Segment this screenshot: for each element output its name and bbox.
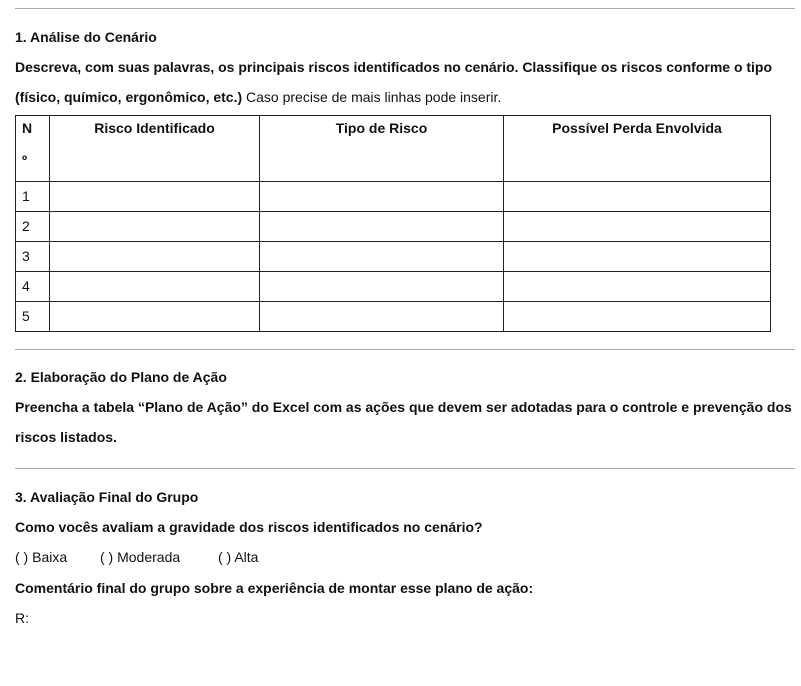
risk-cell[interactable] (50, 182, 260, 212)
section2-heading: 2. Elaboração do Plano de Ação (15, 369, 227, 385)
section1-instruction-line1: Descreva, com suas palavras, os principais riscos identificados no cenário. Classifique os riscos conforme o tipo (15, 59, 773, 75)
top-divider (15, 8, 795, 9)
comment-prompt: Comentário final do grupo sobre a experiência de montar esse plano de ação: (15, 580, 534, 596)
risk-type-examples: (físico, químico, ergonômico, etc.) (15, 89, 243, 105)
row-number: 5 (16, 302, 50, 332)
row-number: 3 (16, 242, 50, 272)
row-number: 1 (16, 182, 50, 212)
severity-options (15, 548, 258, 566)
option-alta[interactable]: ( ) Alta (218, 549, 259, 565)
header-risk: Risco Identificado (50, 116, 260, 182)
loss-cell[interactable] (504, 242, 771, 272)
risk-cell[interactable] (50, 242, 260, 272)
answer-label[interactable]: R: (15, 610, 29, 626)
loss-cell[interactable] (504, 302, 771, 332)
table-row (16, 272, 771, 302)
section1-divider (15, 349, 795, 350)
table-row (16, 242, 771, 272)
section1-instruction-line2 (15, 88, 501, 106)
section2-instruction-line1: Preencha a tabela “Plano de Ação” do Excel com as ações que devem ser adotadas para o controle e prevenção dos (15, 399, 792, 415)
section2-divider (15, 468, 795, 469)
risk-table (15, 115, 771, 332)
header-number-suffix: º (22, 152, 28, 168)
table-row (16, 302, 771, 332)
insert-rows-note: Caso precise de mais linhas pode inserir. (242, 89, 502, 105)
option-baixa[interactable]: ( ) Baixa (15, 549, 68, 565)
risk-table-header (16, 116, 771, 182)
type-cell[interactable] (260, 212, 504, 242)
loss-cell[interactable] (504, 272, 771, 302)
section3-heading: 3. Avaliação Final do Grupo (15, 489, 199, 505)
loss-cell[interactable] (504, 212, 771, 242)
table-row (16, 182, 771, 212)
row-number: 4 (16, 272, 50, 302)
type-cell[interactable] (260, 182, 504, 212)
risk-cell[interactable] (50, 272, 260, 302)
option-moderada[interactable]: ( ) Moderada (100, 549, 181, 565)
section2-instruction-line2: riscos listados. (15, 429, 117, 445)
type-cell[interactable] (260, 242, 504, 272)
risk-cell[interactable] (50, 212, 260, 242)
loss-cell[interactable] (504, 182, 771, 212)
type-cell[interactable] (260, 272, 504, 302)
row-number: 2 (16, 212, 50, 242)
header-loss: Possível Perda Envolvida (504, 116, 771, 182)
type-cell[interactable] (260, 302, 504, 332)
table-row (16, 212, 771, 242)
header-type: Tipo de Risco (260, 116, 504, 182)
section1-heading: 1. Análise do Cenário (15, 29, 157, 45)
risk-cell[interactable] (50, 302, 260, 332)
severity-question: Como vocês avaliam a gravidade dos riscos identificados no cenário? (15, 519, 483, 535)
header-number: N º (16, 116, 50, 182)
